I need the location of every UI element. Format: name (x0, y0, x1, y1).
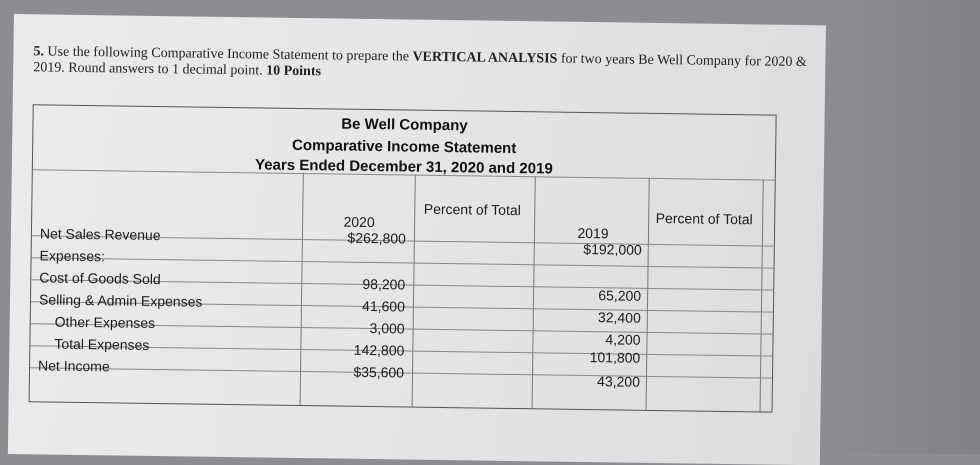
value-2020: $35,600 (353, 363, 405, 381)
row-label: Expenses: (39, 247, 106, 265)
row-label: Cost of Goods Sold (39, 269, 161, 288)
row-label: Total Expenses (54, 335, 150, 353)
statement-header (33, 105, 776, 179)
income-statement-table (29, 104, 777, 412)
value-2019: $192,000 (583, 240, 642, 258)
pct-2020-answer-cells[interactable] (413, 242, 533, 406)
row-label: Other Expenses (54, 313, 156, 331)
value-2019: 32,400 (597, 309, 641, 326)
value-2019: 101,800 (589, 349, 641, 366)
question-text (33, 44, 813, 87)
value-2020: 41,600 (362, 297, 406, 315)
row-label: Net Income (37, 357, 110, 375)
col-header-2019: 2019 (577, 224, 609, 242)
row-label: Net Sales Revenue (39, 225, 161, 244)
col-header-pct-2019: Percent of Total (655, 209, 753, 228)
worksheet-page (8, 14, 826, 465)
col-header-2020: 2020 (343, 213, 375, 231)
question-number: 5. (33, 44, 45, 60)
background-desk (826, 0, 980, 454)
value-2019: 43,200 (596, 373, 641, 390)
value-2019: 4,200 (605, 331, 641, 348)
question-part2: for two years Be Well Company for 2020 & 2019. Round answers to 1 decimal point. (33, 51, 807, 79)
value-2020: 142,800 (353, 341, 405, 359)
statement-period: Years Ended December 31, 2020 and 2019 (254, 156, 553, 178)
question-points: 10 Points (266, 63, 322, 80)
value-2020: 3,000 (369, 319, 405, 337)
question-part1: Use the following Comparative Income Statement to prepare the (47, 44, 410, 65)
col-header-pct-2020: Percent of Total (423, 200, 521, 219)
pct-2019-answer-cells[interactable] (647, 245, 761, 409)
question-bold: VERTICAL ANALYSIS (412, 49, 558, 67)
value-2019: 65,200 (598, 287, 642, 304)
value-2020: $262,800 (347, 229, 407, 247)
company-name: Be Well Company (341, 115, 468, 135)
statement-title: Comparative Income Statement (291, 136, 517, 158)
value-2020: 98,200 (362, 275, 406, 293)
row-label: Selling & Admin Expenses (38, 291, 203, 310)
